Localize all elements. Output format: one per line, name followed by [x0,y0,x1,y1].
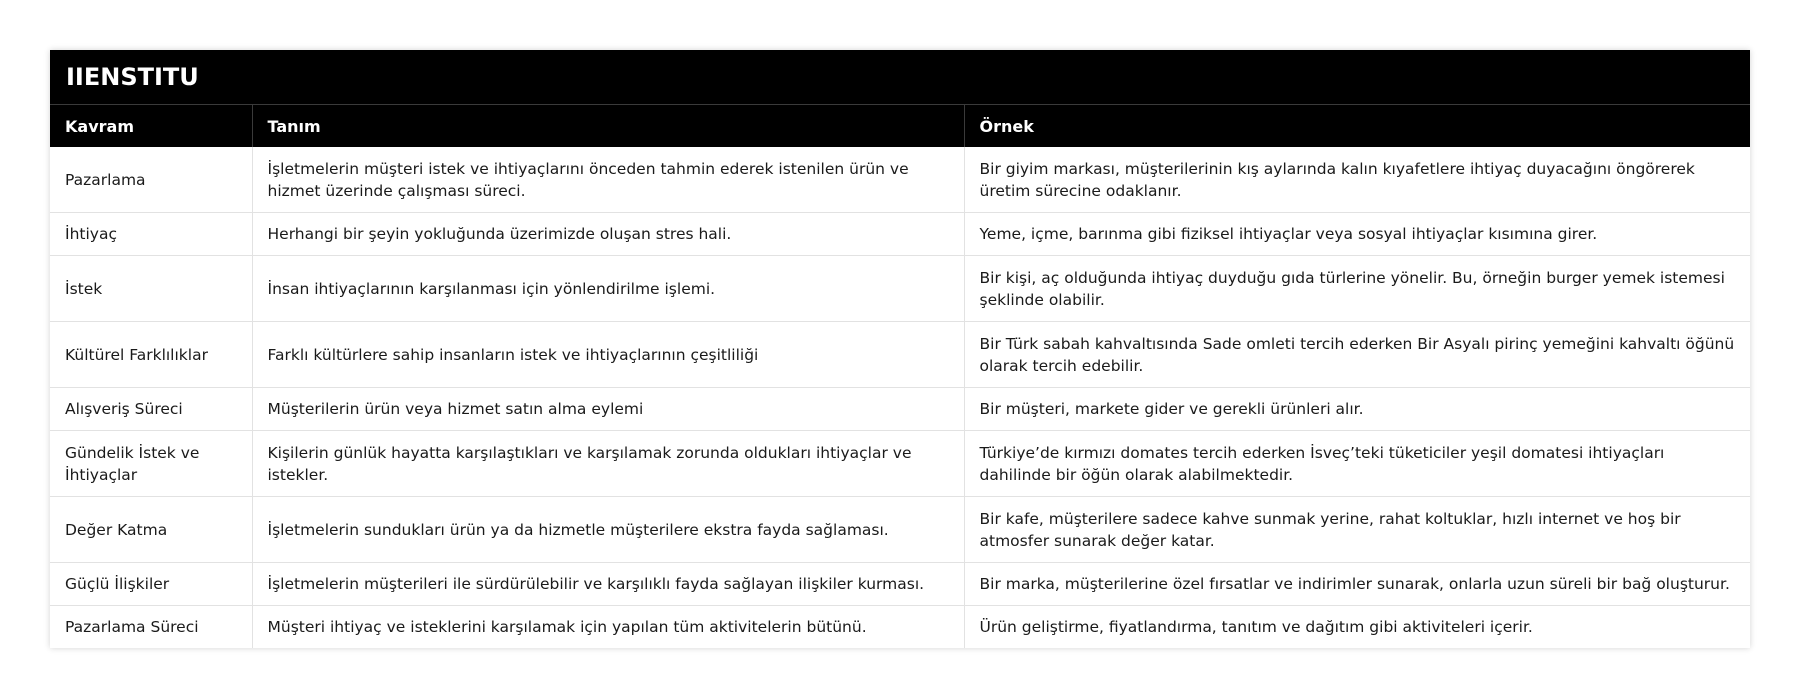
cell-kavram: İstek [50,256,252,322]
table-row [50,606,1750,649]
cell-tanim: İşletmelerin müşterileri ile sürdürülebilir ve karşılıklı fayda sağlayan ilişkiler kurması. [252,563,964,606]
cell-tanim: Müşteri ihtiyaç ve isteklerini karşılamak için yapılan tüm aktivitelerin bütünü. [252,606,964,649]
table-row [50,213,1750,256]
table-row [50,256,1750,322]
column-header-kavram: Kavram [50,105,252,147]
cell-ornek: Ürün geliştirme, fiyatlandırma, tanıtım ve dağıtım gibi aktiviteleri içerir. [979,618,1533,636]
cell-kavram: Pazarlama Süreci [50,606,252,649]
cell-ornek: Bir kafe, müşterilere sadece kahve sunmak yerine, rahat koltuklar, hızlı internet ve hoş bir atmosfer sunarak değer katar. [964,497,1750,563]
cell-ornek: Türkiye’de kırmızı domates tercih ederken İsveç’teki tüketiciler yeşil domatesi ihtiyaçları dahilinde bir öğün olarak alabilmektedir. [964,431,1750,497]
cell-tanim: İşletmelerin müşteri istek ve ihtiyaçlarını önceden tahmin ederek istenilen ürün ve hizmet üzerinde çalışması süreci. [252,147,964,213]
cell-tanim: Farklı kültürlere sahip insanların istek ve ihtiyaçlarının çeşitliliği [252,322,964,388]
cell-tanim: İnsan ihtiyaçlarının karşılanması için yönlendirilme işlemi. [252,256,964,322]
cell-ornek: Bir marka, müşterilerine özel fırsatlar ve indirimler sunarak, onlarla uzun süreli bir bağ oluşturur. [964,563,1750,606]
table-row [50,147,1750,213]
cell-tanim: Müşterilerin ürün veya hizmet satın alma eylemi [252,388,964,431]
cell-tanim: Kişilerin günlük hayatta karşılaştıkları ve karşılamak zorunda oldukları ihtiyaçlar ve istekler. [252,431,964,497]
cell-kavram: Kültürel Farklılıklar [50,322,252,388]
concepts-table-card [50,50,1750,648]
concepts-table [50,105,1750,648]
table-title: IIENSTITU [50,50,1750,105]
column-header-tanim: Tanım [252,105,964,147]
cell-kavram: Güçlü İlişkiler [50,563,252,606]
cell-tanim: İşletmelerin sundukları ürün ya da hizmetle müşterilere ekstra fayda sağlaması. [252,497,964,563]
cell-ornek: Bir Türk sabah kahvaltısında Sade omleti tercih ederken Bir Asyalı pirinç yemeğini kahvaltı öğünü olarak tercih edebilir. [964,322,1750,388]
table-row [50,563,1750,606]
cell-ornek: Yeme, içme, barınma gibi fiziksel ihtiyaçlar veya sosyal ihtiyaçlar kısımına girer. [964,213,1750,256]
header-row [50,105,1750,147]
table-row [50,388,1750,431]
cell-ornek: Bir giyim markası, müşterilerinin kış aylarında kalın kıyafetlere ihtiyaç duyacağını öngörerek üretim sürecine odaklanır. [964,147,1750,213]
cell-ornek: Bir müşteri, markete gider ve gerekli ürünleri alır. [964,388,1750,431]
cell-kavram: Pazarlama [50,147,252,213]
cell-kavram: Değer Katma [50,497,252,563]
cell-kavram: İhtiyaç [50,213,252,256]
cell-kavram: Gündelik İstek ve İhtiyaçlar [50,431,252,497]
table-row [50,431,1750,497]
cell-tanim: Herhangi bir şeyin yokluğunda üzerimizde oluşan stres hali. [252,213,964,256]
cell-kavram: Alışveriş Süreci [50,388,252,431]
column-header-ornek: Örnek [964,105,1750,147]
table-row [50,497,1750,563]
table-row [50,322,1750,388]
cell-ornek: Bir kişi, aç olduğunda ihtiyaç duyduğu gıda türlerine yönelir. Bu, örneğin burger yemek istemesi şeklinde olabilir. [964,256,1750,322]
